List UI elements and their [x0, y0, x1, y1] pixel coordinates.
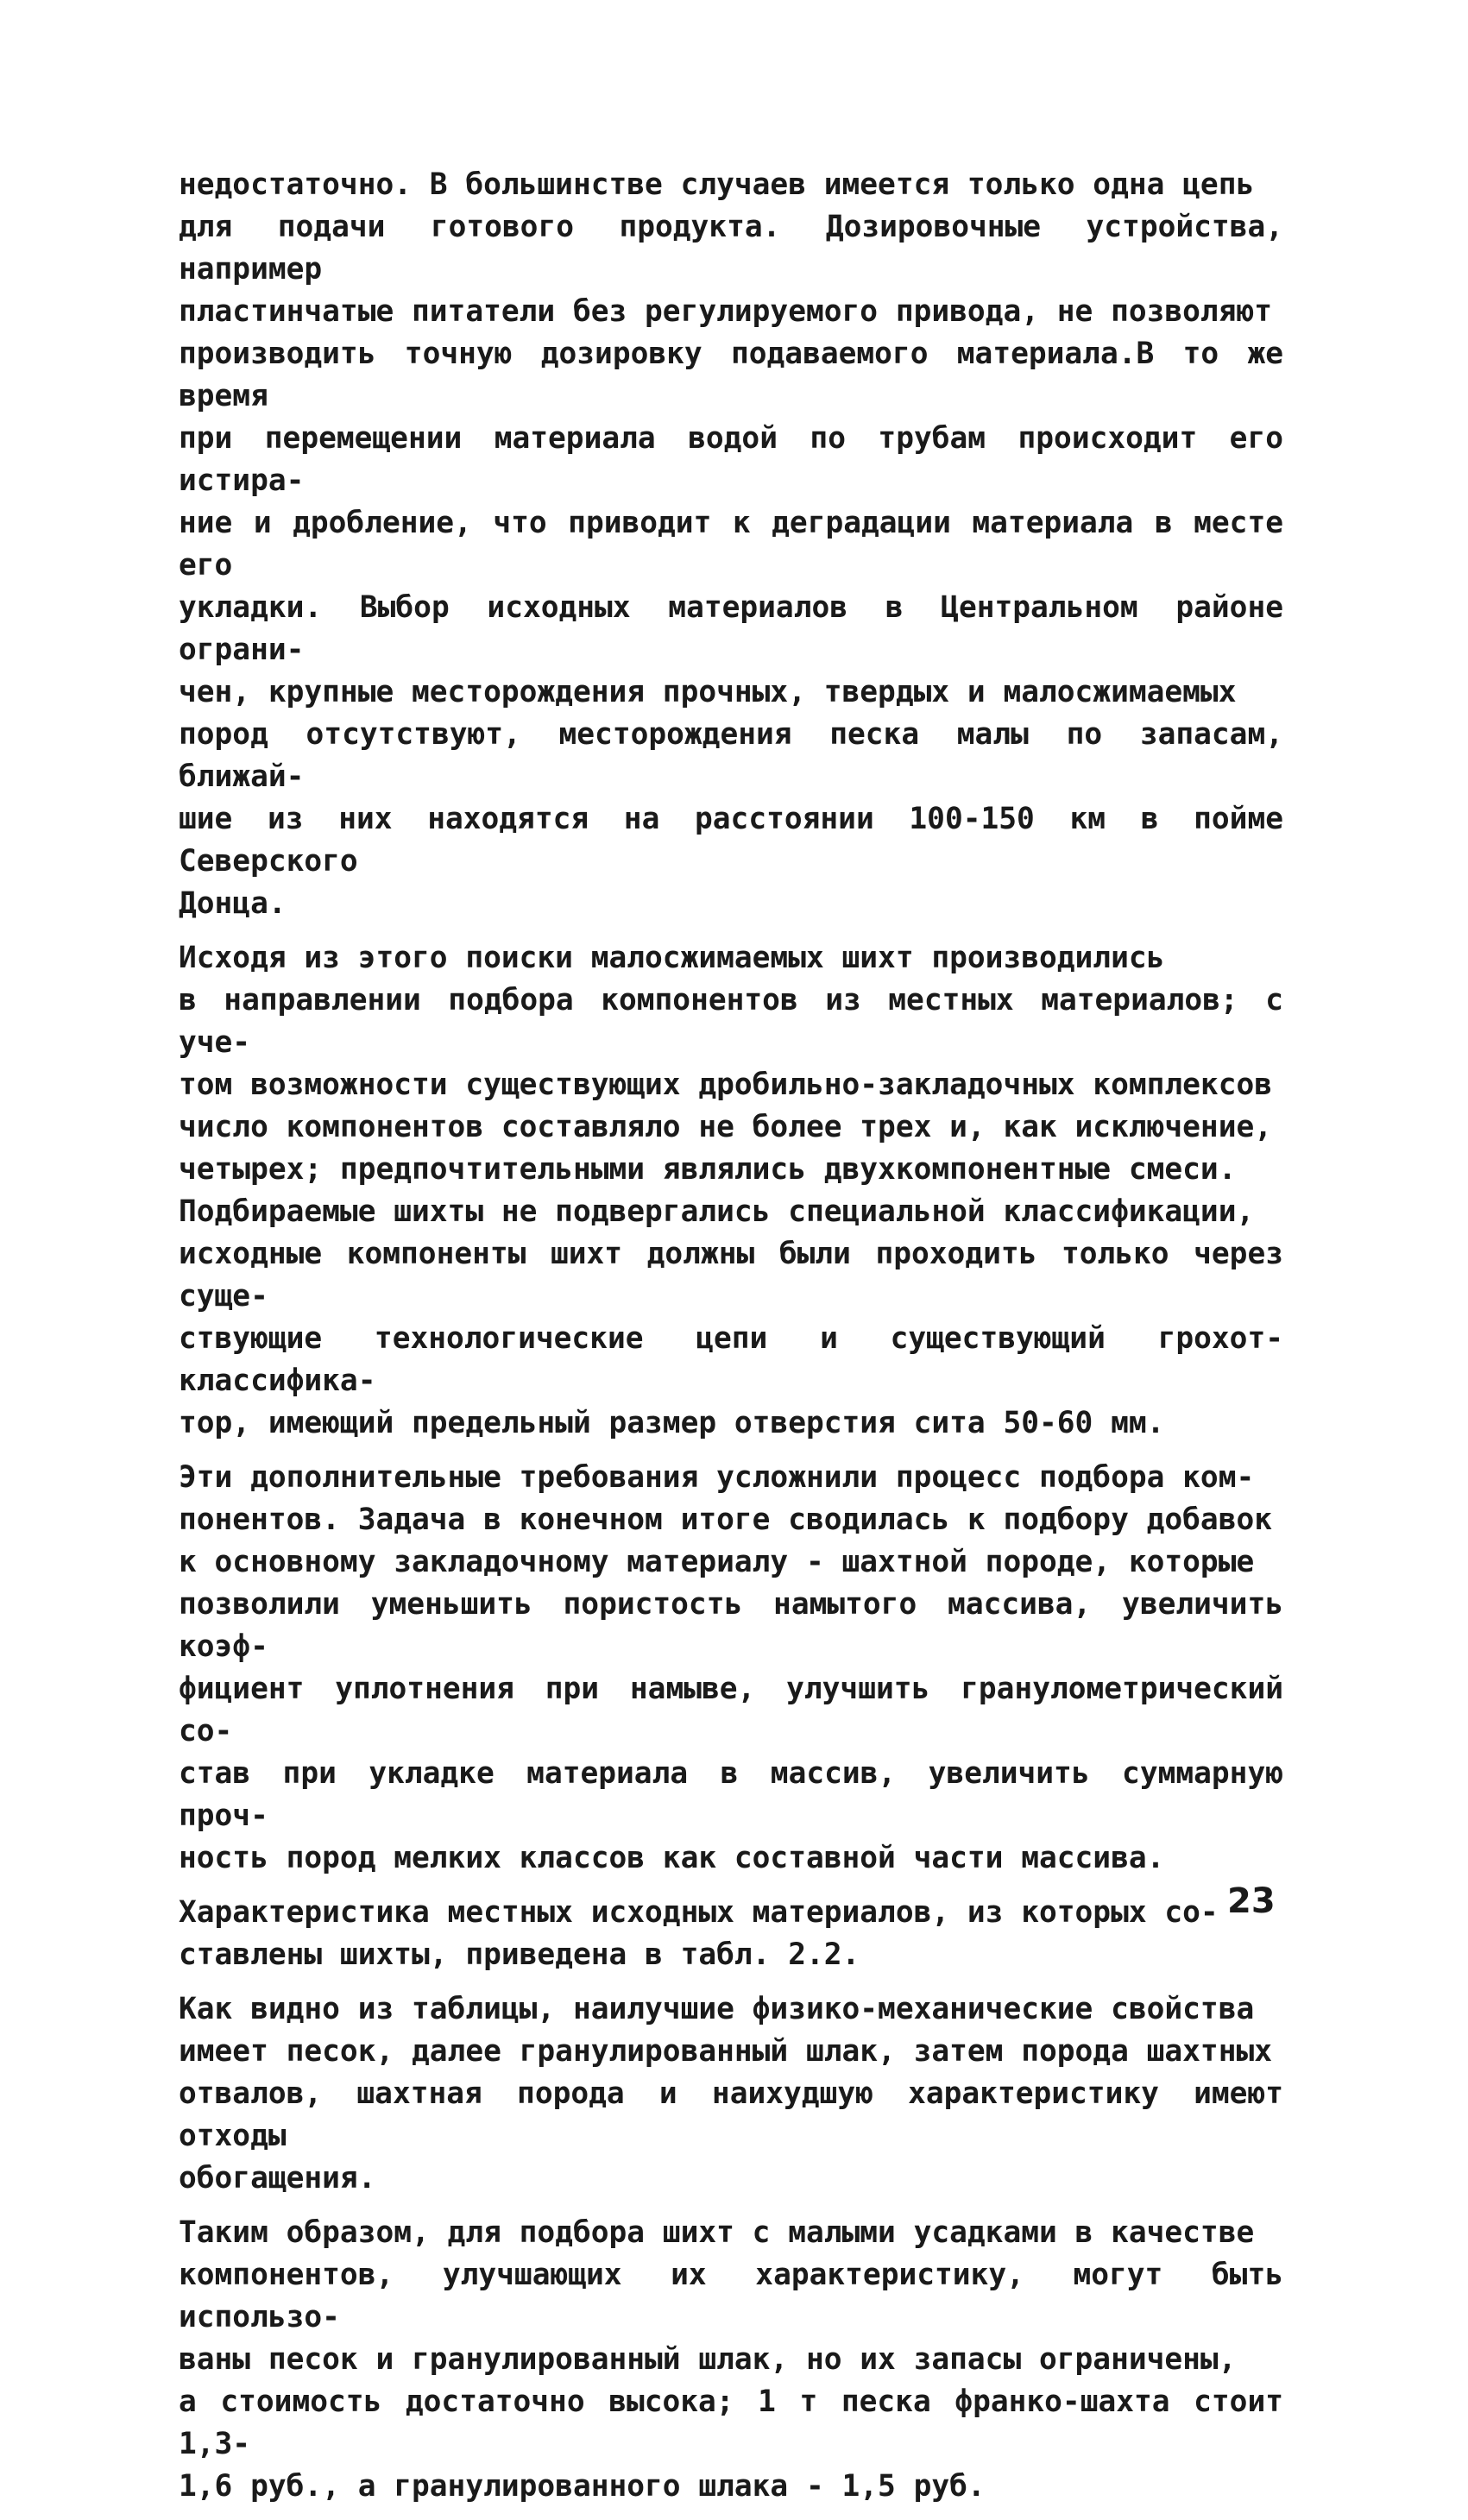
paragraph-5: Как видно из таблицы, наилучшие физико-механические свойства имеет песок, далее гранулированный шлак, затем порода шахтных отвалов, шахтная порода и наихудшую характеристику имеют отходы обогащения.: [179, 1992, 1283, 2196]
page-number: 23: [1227, 1881, 1276, 1921]
paragraph-3: Эти дополнительные требования усложнили процесс подбора ком- понентов. Задача в конечном итоге сводилась к подбору добавок к основному закладочному материалу - шахтной породе, которые позволили уменьшить пористость намытого массива, увеличить коэф- фициент уплотнения при намыве, улучшить гранулометрический со- став при укладке материала в массив, увеличить суммарную проч- ность пород мелких классов как составной части массива.: [179, 1460, 1283, 1875]
paragraph-2: Исходя из этого поиски малосжимаемых шихт производились в направлении подбора компонентов из местных материалов; с уче- том возможности существующих дробильно-закладочных комплексов число компонентов составляло не более трех и, как исключение, четырех; предпочтительными являлись двухкомпонентные смеси. Подбираемые шихты не подвергались специальной классификации, исходные компоненты шихт должны были проходить только через суще- ствующие технологические цепи и существующий грохот-классифика- тор, имеющий предельный размер отверстия сита 50-60 мм.: [179, 941, 1283, 1440]
paragraph-1: недостаточно. В большинстве случаев имеется только одна цепь для подачи готового продукта. Дозировочные устройства, например пластинчатые питатели без регулируемого привода, не позволяют производить точную дозировку подаваемого материала.В то же время при перемещении материала водой по трубам происходит его истира- ние и дробление, что приводит к деградации материала в месте его укладки. Выбор исходных материалов в Центральном районе ограни- чен, крупные месторождения прочных, твердых и малосжимаемых пород отсутствуют, месторождения песка малы по запасам, ближай- шие из них находятся на расстоянии 100-150 км в пойме Северского Донца.: [179, 167, 1283, 921]
paragraph-4: Характеристика местных исходных материалов, из которых со- ставлены шихты, приведена в табл. 2.2.: [179, 1895, 1219, 1972]
body-text: [179, 164, 1283, 2520]
paragraph-6: Таким образом, для подбора шихт с малыми усадками в качестве компонентов, улучшающих их характеристику, могут быть использо- ваны песок и гранулированный шлак, но их запасы ограничены, а стоимость достаточно высока; 1 т песка франко-шахта стоит 1,3- 1,6 руб., а гранулированного шлака - 1,5 руб.: [179, 2215, 1283, 2504]
